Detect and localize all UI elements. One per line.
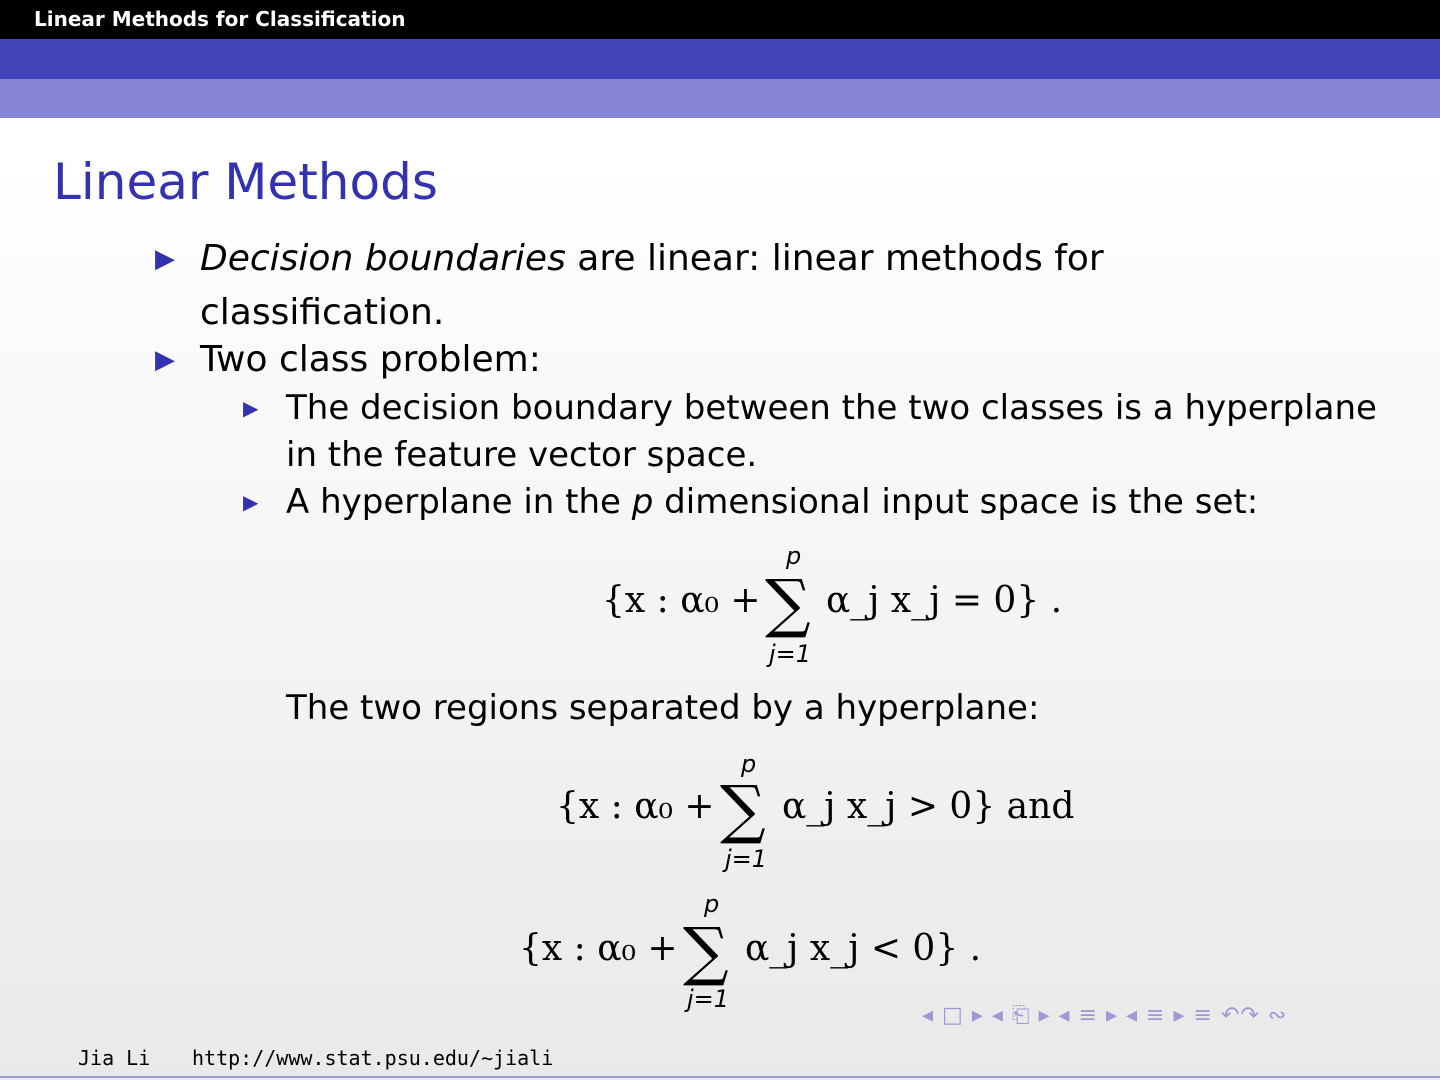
sub-bullet-2-var: p [631,482,654,522]
eq1-upper: p [786,542,802,570]
eq1-lower: j=1 [769,640,812,668]
bullet-1-continuation: classification. [200,292,445,333]
slide-title: Linear Methods [53,153,438,211]
sub-bullet-1-line2: in the feature vector space. [286,435,758,475]
sum-icon: ∑ [765,567,811,641]
bullet-2-text: Two class problem: [200,339,541,380]
triangle-bullet-icon: ▶ [243,396,259,420]
sub-bullet-1-line1: The decision boundary between the two classes is a hyperplane [286,388,1377,428]
bullet-1-text: are linear: linear methods for [565,238,1104,279]
eq1-right: α_j x_j = 0} . [826,580,1063,621]
eq1-left: {x : α₀ + [602,580,761,621]
sum-icon: ∑ [683,915,729,989]
eq2-left: {x : α₀ + [556,786,715,827]
triangle-bullet-icon: ▶ [155,345,175,375]
sub-bullet-2-pre: A hyperplane in the [286,482,632,522]
footer-url[interactable]: http://www.stat.psu.edu/∼jiali [192,1046,554,1070]
eq3-upper: p [704,890,720,918]
eq2-upper: p [741,750,757,778]
sub-bullet-2-post: dimensional input space is the set: [653,482,1259,522]
eq3-right: α_j x_j < 0} . [745,928,982,969]
eq3-lower: j=1 [687,985,730,1013]
footer-line [0,1076,1440,1078]
header-band-dark [0,39,1440,79]
eq2-lower: j=1 [725,845,768,873]
eq2-right: α_j x_j > 0} and [782,786,1075,827]
bullet-1-italic: Decision boundaries [200,238,566,279]
eq3-left: {x : α₀ + [519,928,678,969]
sum-icon: ∑ [720,773,766,847]
header-band-light [0,79,1440,118]
beamer-navigation[interactable]: ◂ □ ▸ ◂ ⎗ ▸ ◂ ≡ ▸ ◂ ≡ ▸ ≡ ↶↷ ∾ [922,1003,1288,1028]
header-bar [0,0,1440,39]
regions-text: The two regions separated by a hyperplane: [286,688,1040,728]
footer-author: Jia Li [78,1046,151,1070]
triangle-bullet-icon: ▶ [243,490,259,514]
header-title: Linear Methods for Classification [34,7,406,31]
triangle-bullet-icon: ▶ [155,244,175,274]
